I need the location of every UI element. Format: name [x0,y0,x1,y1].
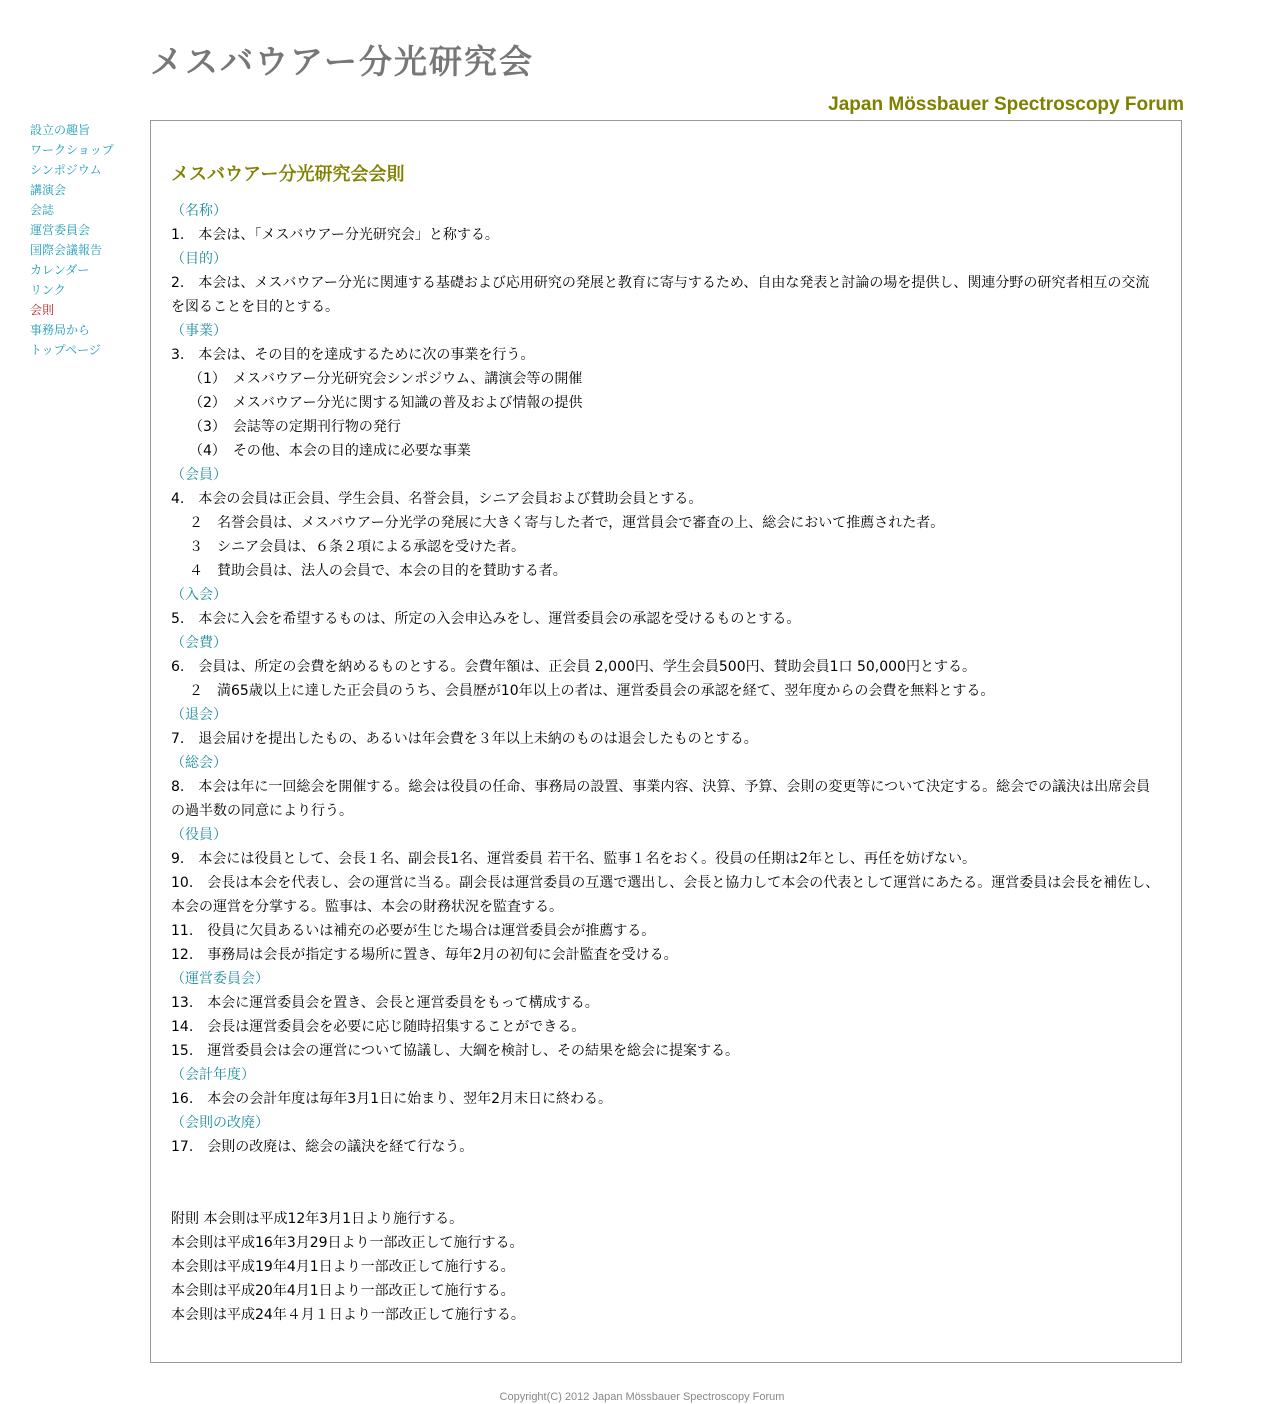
sidebar-item-symposium[interactable]: シンポジウム [30,163,102,177]
sidebar-item-committee[interactable]: 運営委員会 [30,223,91,237]
article-text: 7. 退会届けを提出したもの、あるいは年会費を３年以上未納のものは退会したものとする。 [171,731,758,747]
section-heading: （名称） [171,203,227,219]
section-heading: （会計年度） [171,1067,255,1083]
article-text: 5. 本会に入会を希望するものは、所定の入会申込みをし、運営委員会の承認を受けるものとする。 [171,611,801,627]
article-text: 14. 会長は運営委員会を必要に応じ随時招集することができる。 [171,1019,586,1035]
supplementary-provisions [171,1207,1161,1327]
section-heading: （入会） [171,587,227,603]
sidebar-item-bylaws[interactable]: 会則 [30,303,55,317]
article-subitem: （2） メスバウアー分光に関する知識の普及および情報の提供 [189,395,583,411]
content-panel [150,120,1182,1363]
article-text: 13. 本会に運営委員会を置き、会長と運営委員をもって構成する。 [171,995,599,1011]
article-text: 10. 会長は本会を代表し、会の運営に当る。副会長は運営委員の互選で選出し、会長と協力して本会の代表として運営にあたる。運営委員は会長を補佐し、本会の運営を分掌する。監事は、本会の財務状況を監査する。 [171,875,1160,915]
sidebar-item-top-page[interactable]: トップページ [30,343,101,357]
article-subitem: ２ 満65歳以上に達した正会員のうち、会員歴が10年以上の者は、運営委員会の承認を経て、翌年度からの会費を無料とする。 [189,683,995,699]
article-text: 9. 本会には役員として、会長１名、副会長1名、運営委員 若干名、監事１名をおく。役員の任期は2年とし、再任を妨げない。 [171,851,977,867]
sidebar-item-workshop[interactable]: ワークショップ [30,143,114,157]
sidebar-item-links[interactable]: リンク [30,283,66,297]
article-text: 8. 本会は年に一回総会を開催する。総会は役員の任命、事務局の設置、事業内容、決算、予算、会則の変更等について決定する。総会での議決は出席会員の過半数の同意により行う。 [171,779,1151,819]
sidebar-item-purpose[interactable]: 設立の趣旨 [30,123,91,137]
supplementary-line: 本会則は平成16年3月29日より一部改正して施行する。 [171,1235,524,1251]
article-text: 11. 役員に欠員あるいは補充の必要が生じた場合は運営委員会が推薦する。 [171,923,656,939]
sidebar-item-journal[interactable]: 会誌 [30,203,55,217]
section-heading: （総会） [171,755,227,771]
page-heading: メスバウアー分光研究会会則 [171,164,405,185]
sidebar-item-secretariat[interactable]: 事務局から [30,323,91,337]
sidebar-item-lecture[interactable]: 講演会 [30,183,67,197]
supplementary-line: 附則 本会則は平成12年3月1日より施行する。 [171,1211,464,1227]
article-text: 16. 本会の会計年度は毎年3月1日に始まり、翌年2月末日に終わる。 [171,1091,612,1107]
section-heading: （会員） [171,467,227,483]
site-subtitle: Japan Mössbauer Spectroscopy Forum [828,94,1184,115]
section-heading: （運営委員会） [171,971,269,987]
article-text: 6. 会員は、所定の会費を納めるものとする。会費年額は、正会員 2,000円、学生会員500円、賛助会員1口 50,000円とする。 [171,659,976,675]
article-text: 4. 本会の会員は正会員、学生会員、名誉会員，シニア会員および賛助会員とする。 [171,491,703,507]
footer-copyright: Copyright(C) 2012 Japan Mössbauer Spectroscopy Forum [499,1391,785,1403]
section-heading: （目的） [171,251,227,267]
section-heading: （会費） [171,635,227,651]
bylaws-sections [171,199,1161,1159]
sidebar-item-calendar[interactable]: カレンダー [30,263,90,277]
sidebar-nav [30,120,145,360]
section-heading: （会則の改廃） [171,1115,269,1131]
sidebar-item-intl-conference[interactable]: 国際会議報告 [30,243,103,257]
article-text: 3. 本会は、その目的を達成するために次の事業を行う。 [171,347,535,363]
article-text: 12. 事務局は会長が指定する場所に置き、毎年2月の初旬に会計監査を受ける。 [171,947,678,963]
supplementary-line: 本会則は平成19年4月1日より一部改正して施行する。 [171,1259,515,1275]
supplementary-line: 本会則は平成24年４月１日より一部改正して施行する。 [171,1307,525,1323]
article-subitem: （4） その他、本会の目的達成に必要な事業 [189,443,471,459]
section-heading: （退会） [171,707,227,723]
article-text: 2. 本会は、メスバウアー分光に関連する基礎および応用研究の発展と教育に寄与するため、自由な発表と討論の場を提供し、関連分野の研究者相互の交流を図ることを目的とする。 [171,275,1150,315]
article-subitem: （3） 会誌等の定期刊行物の発行 [189,419,401,435]
article-subitem: ２ 名誉会員は、メスバウアー分光学の発展に大きく寄与した者で，運営員会で審査の上、総会において推薦された者。 [189,515,945,531]
article-text: 1. 本会は、「メスバウアー分光研究会」と称する。 [171,227,499,243]
supplementary-line: 本会則は平成20年4月1日より一部改正して施行する。 [171,1283,515,1299]
section-heading: （役員） [171,827,227,843]
article-subitem: ３ シニア会員は、６条２項による承認を受けた者。 [189,539,525,555]
article-subitem: （1） メスバウアー分光研究会シンポジウム、講演会等の開催 [189,371,583,387]
article-text: 17. 会則の改廃は、総会の議決を経て行なう。 [171,1139,474,1155]
article-subitem: ４ 賛助会員は、法人の会員で、本会の目的を賛助する者。 [189,563,567,579]
site-title: メスバウアー分光研究会 [150,42,535,81]
article-text: 15. 運営委員会は会の運営について協議し、大綱を検討し、その結果を総会に提案する。 [171,1043,739,1059]
section-heading: （事業） [171,323,227,339]
